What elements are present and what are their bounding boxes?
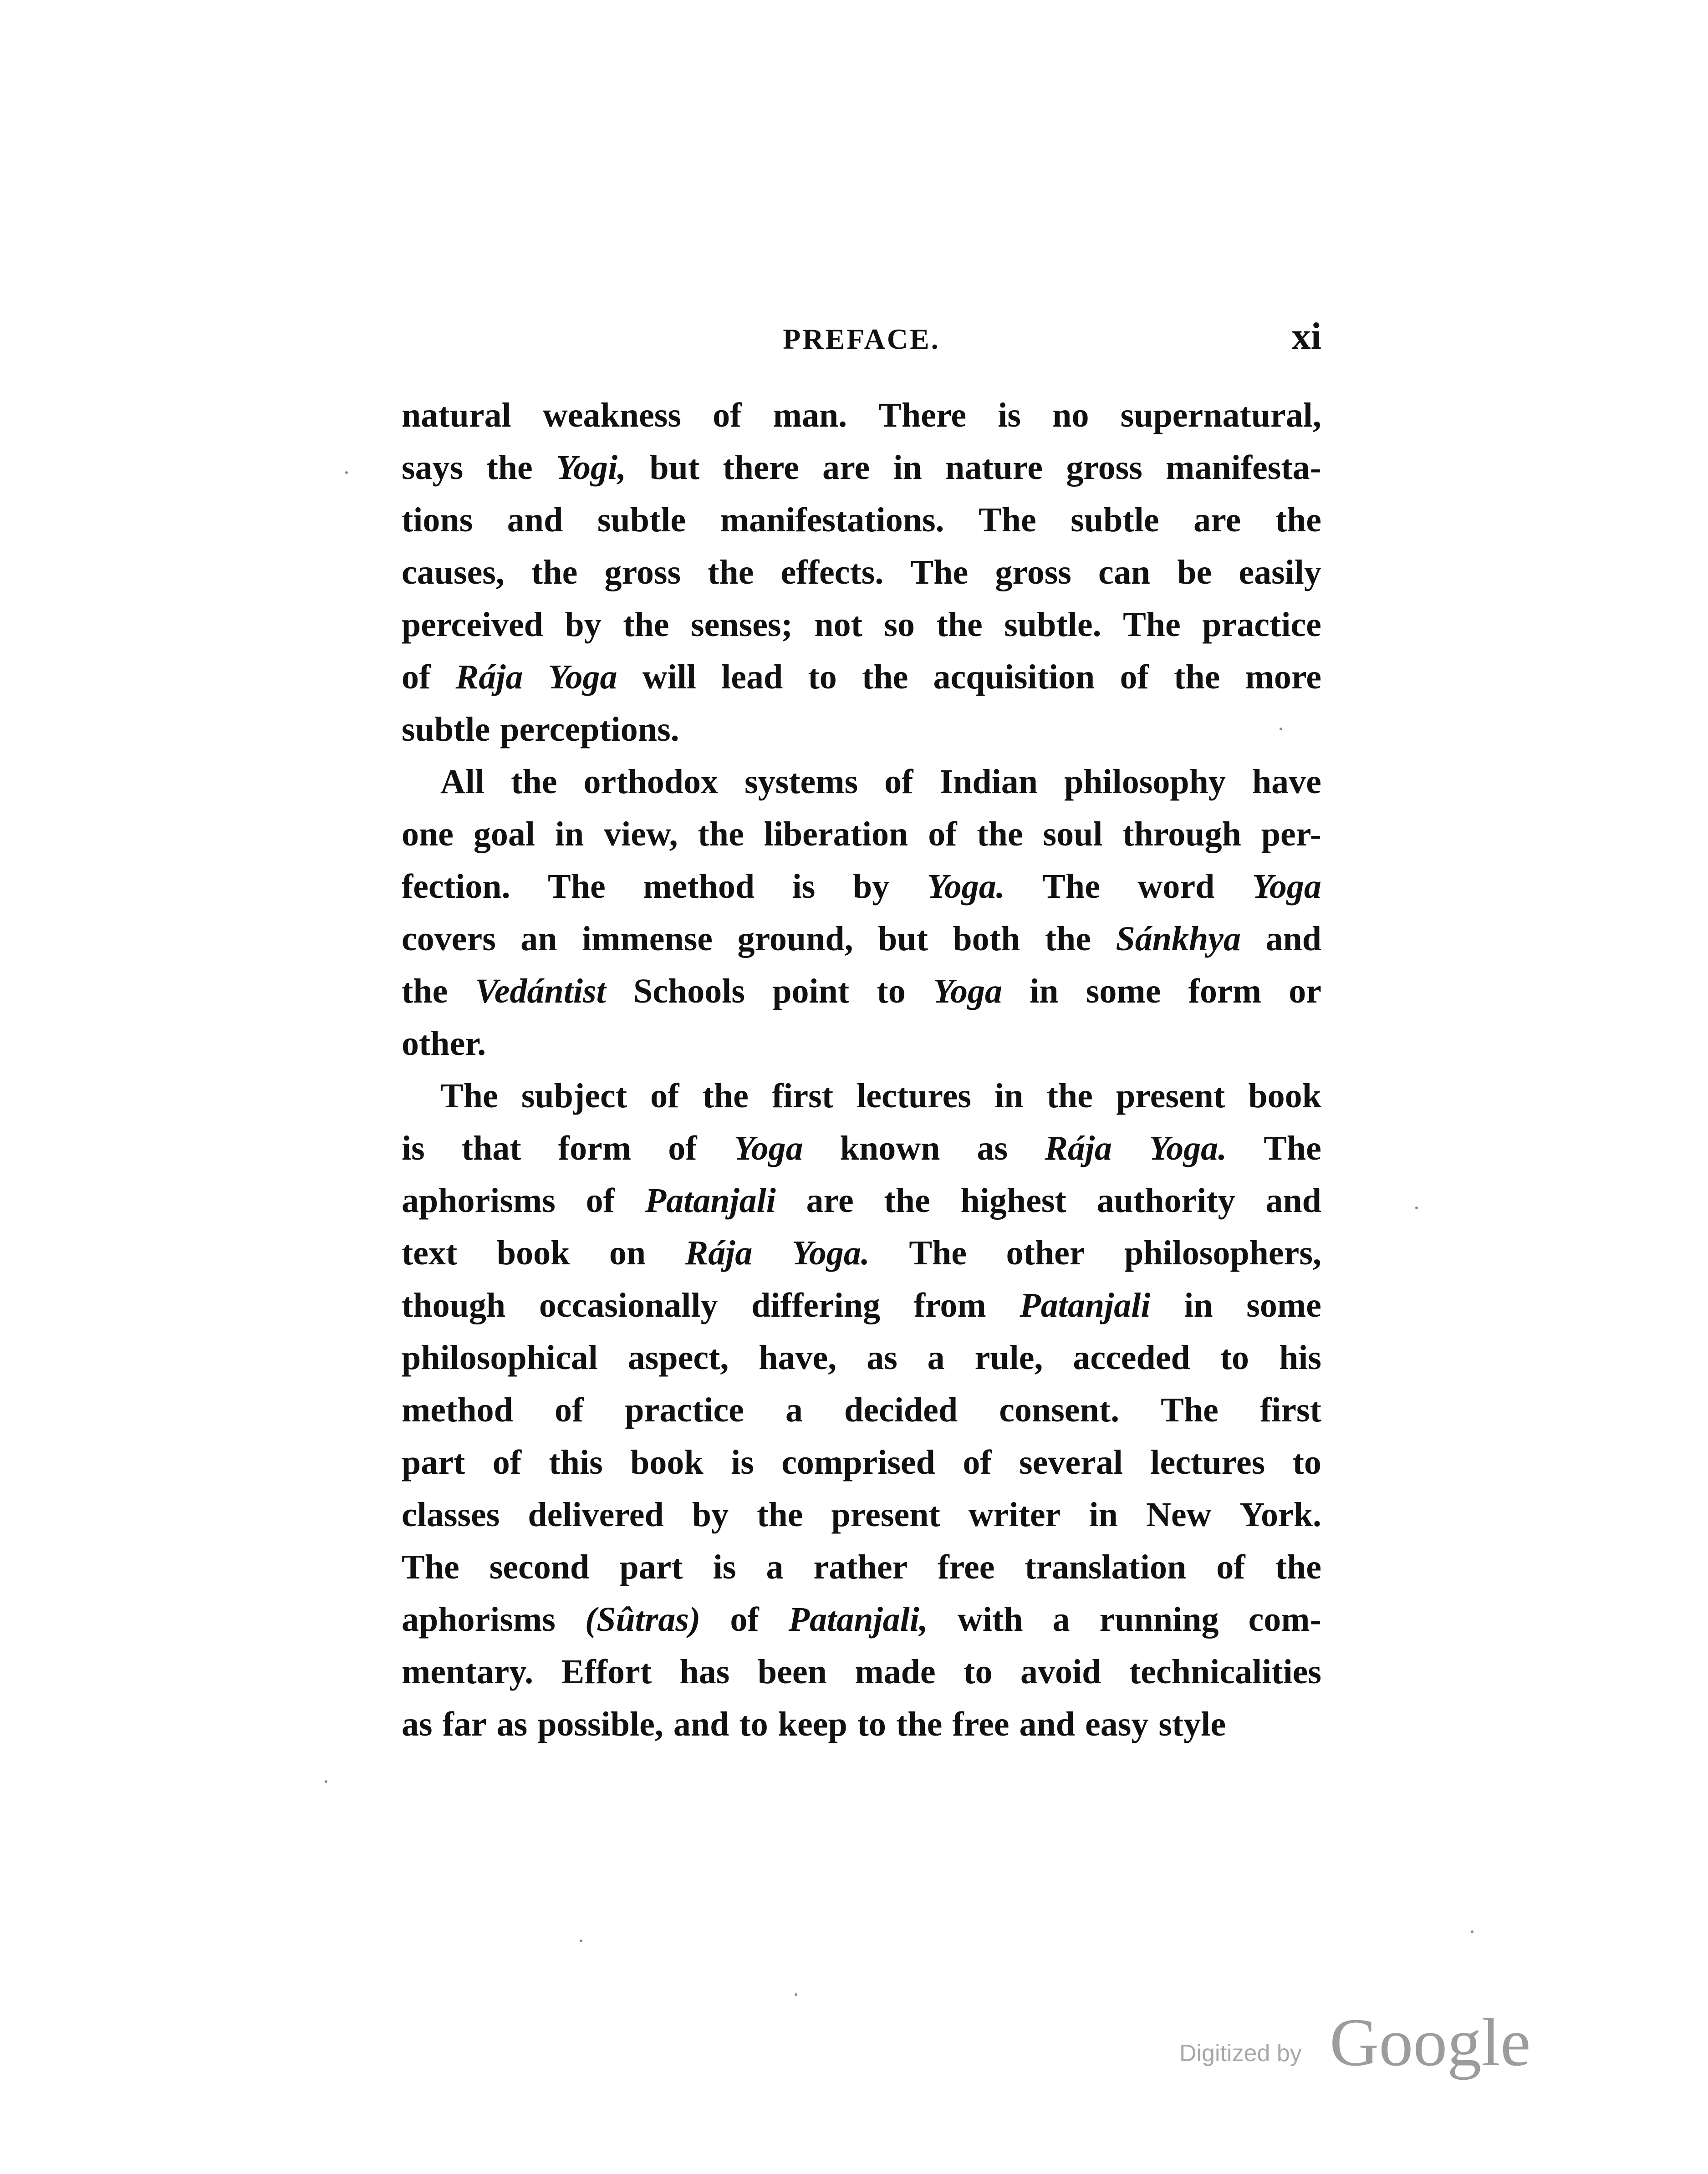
word: the [1275, 1548, 1321, 1586]
word: present [831, 1496, 940, 1534]
word: style [1158, 1705, 1226, 1743]
word: to [808, 658, 837, 696]
word: his [1279, 1339, 1321, 1377]
word: of [963, 1443, 992, 1482]
word: lectures [857, 1077, 971, 1115]
word: as [867, 1339, 897, 1377]
word: the [884, 1181, 930, 1220]
word: causes, [402, 553, 505, 591]
word: systems [744, 763, 858, 801]
text-line [402, 546, 1321, 599]
italic-word: (Sûtras) [585, 1600, 701, 1639]
word: consent. [999, 1391, 1120, 1429]
word: second [489, 1548, 590, 1586]
word: perceptions. [500, 710, 679, 748]
word: writer [968, 1496, 1061, 1534]
word: part [619, 1548, 683, 1586]
word: in [555, 815, 584, 853]
word: the [702, 1077, 749, 1115]
word: free [952, 1705, 1010, 1743]
word: The [440, 1077, 498, 1115]
word: and [507, 501, 563, 539]
word: the [623, 606, 669, 644]
word: The [1161, 1391, 1219, 1429]
word: ground, [737, 920, 853, 958]
body-text [402, 389, 1321, 1751]
word: practice [1202, 606, 1321, 644]
word: as [402, 1705, 433, 1743]
word: per- [1261, 815, 1321, 853]
word: manifesta- [1166, 448, 1321, 487]
word: possible, [537, 1705, 663, 1743]
word: of [402, 658, 431, 696]
word: in [893, 448, 922, 487]
word: gross [604, 553, 681, 591]
word: easily [1239, 553, 1321, 591]
text-line [402, 599, 1321, 651]
word: on [609, 1234, 646, 1272]
word: subtle [402, 710, 490, 748]
text-line [402, 442, 1321, 494]
word: the [977, 815, 1023, 853]
word: first [1259, 1391, 1321, 1429]
word: present [1116, 1077, 1225, 1115]
word: other [1006, 1234, 1085, 1272]
scan-speck [580, 1940, 582, 1942]
word: differing [751, 1286, 881, 1324]
digitized-by-google-watermark [1179, 2003, 1544, 2080]
word: as [496, 1705, 528, 1743]
word: the [896, 1705, 943, 1743]
word: and [1265, 920, 1321, 958]
word: first [771, 1077, 834, 1115]
italic-word: Patanjali, [788, 1600, 928, 1639]
text-line [402, 1070, 1321, 1122]
word: aspect, [627, 1339, 729, 1377]
word: book [1248, 1077, 1321, 1115]
word: view, [604, 815, 678, 853]
scan-speck [325, 1780, 327, 1783]
word: but [878, 920, 928, 958]
word: orthodox [583, 763, 719, 801]
word: philosophers, [1124, 1234, 1321, 1272]
word: that [461, 1129, 521, 1167]
word: Effort [561, 1653, 652, 1691]
word: the [698, 815, 744, 853]
word: of [730, 1600, 759, 1639]
word: is [792, 867, 816, 906]
word: goal [473, 815, 535, 853]
word: the [531, 553, 578, 591]
word: Indian [939, 763, 1038, 801]
text-line [402, 1541, 1321, 1594]
word: technicalities [1129, 1653, 1321, 1691]
italic-word: Yogi, [556, 448, 627, 487]
word: method [643, 867, 755, 906]
word: the [1174, 658, 1220, 696]
word: to [857, 1705, 887, 1743]
word: is [998, 396, 1021, 434]
word: there [723, 448, 799, 487]
word: no [1052, 396, 1089, 434]
paragraph [402, 389, 1321, 756]
word: tions [402, 501, 473, 539]
scan-speck [1471, 1930, 1473, 1933]
word: and [1265, 1181, 1321, 1220]
word: to [739, 1705, 768, 1743]
word: lectures [1150, 1443, 1265, 1482]
text-line [402, 1384, 1321, 1436]
word: a [1052, 1600, 1070, 1639]
word: has [679, 1653, 730, 1691]
scan-speck [795, 1993, 797, 1996]
italic-word: Yoga [933, 972, 1002, 1010]
italic-word: Patanjali [645, 1181, 776, 1220]
italic-word: Yoga. [1149, 1129, 1227, 1167]
word: senses; [691, 606, 793, 644]
word: subtle [597, 501, 686, 539]
word: acceded [1073, 1339, 1190, 1377]
text-line [402, 913, 1321, 965]
page-number: xi [1291, 315, 1321, 357]
word: York. [1239, 1496, 1321, 1534]
word: several [1019, 1443, 1123, 1482]
word: and [673, 1705, 729, 1743]
word: method [402, 1391, 513, 1429]
text-line [402, 1175, 1321, 1227]
text-line [402, 1436, 1321, 1489]
word: avoid [1020, 1653, 1101, 1691]
word: book [630, 1443, 704, 1482]
word: the [862, 658, 908, 696]
word: The [1123, 606, 1181, 644]
word: have [1252, 763, 1321, 801]
word: There [878, 396, 967, 434]
word: text [402, 1234, 458, 1272]
word: the [1046, 1077, 1093, 1115]
word: aphorisms [402, 1181, 556, 1220]
scan-speck [1280, 728, 1282, 730]
word: highest [960, 1181, 1066, 1220]
word: The [979, 501, 1036, 539]
word: weakness [542, 396, 681, 434]
word: The [1264, 1129, 1321, 1167]
word: book [496, 1234, 570, 1272]
word: fection. [402, 867, 510, 906]
word: and [1019, 1705, 1076, 1743]
paragraph [402, 756, 1321, 1070]
word: effects. [780, 553, 884, 591]
word: some [1246, 1286, 1321, 1324]
word: says [402, 448, 464, 487]
word: gross [1066, 448, 1142, 487]
word: the [486, 448, 533, 487]
word: of [668, 1129, 697, 1167]
word: made [855, 1653, 936, 1691]
italic-word: Yoga. [927, 867, 1005, 906]
text-line [402, 756, 1321, 808]
word: is [713, 1548, 736, 1586]
word: rule, [974, 1339, 1043, 1377]
text-line [402, 1332, 1321, 1384]
word: word [1137, 867, 1215, 906]
word: gross [995, 553, 1071, 591]
word: the [757, 1496, 803, 1534]
word: philosophy [1064, 763, 1226, 801]
word: aphorisms [402, 1600, 556, 1639]
text-line [402, 651, 1321, 703]
word: will [642, 658, 696, 696]
word: in [1030, 972, 1059, 1010]
word: classes [402, 1496, 500, 1534]
word: to [1220, 1339, 1249, 1377]
word: by [852, 867, 890, 906]
italic-word: Rája [685, 1234, 753, 1272]
word: delivered [528, 1496, 664, 1534]
word: an [520, 920, 557, 958]
text-line [402, 965, 1321, 1018]
paragraph [402, 1070, 1321, 1751]
italic-word: Patanjali [1020, 1286, 1151, 1324]
text-line [402, 1122, 1321, 1175]
word: some [1086, 972, 1161, 1010]
word: so [884, 606, 915, 644]
word: free [938, 1548, 995, 1586]
word: decided [844, 1391, 958, 1429]
word: a [766, 1548, 784, 1586]
word: one [402, 815, 454, 853]
word: the [708, 553, 754, 591]
word: other. [402, 1024, 486, 1063]
word: through [1122, 815, 1241, 853]
text-line [402, 494, 1321, 546]
italic-word: Sánkhya [1116, 920, 1241, 958]
word: nature [945, 448, 1043, 487]
word: have, [759, 1339, 837, 1377]
word: by [692, 1496, 729, 1534]
page-header [402, 314, 1321, 369]
word: soul [1043, 815, 1103, 853]
word: rather [813, 1548, 908, 1586]
word: the [511, 763, 557, 801]
watermark-small-text: Digitized by [1179, 2040, 1302, 2067]
word: form [1188, 972, 1262, 1010]
italic-word: Yoga [548, 658, 617, 696]
word: this [549, 1443, 603, 1482]
word: a [927, 1339, 945, 1377]
word: are [822, 448, 870, 487]
text-line [402, 703, 1321, 756]
word: known [840, 1129, 940, 1167]
text-line [402, 1227, 1321, 1279]
word: in [1184, 1286, 1213, 1324]
text-line [402, 389, 1321, 442]
word: authority [1096, 1181, 1235, 1220]
word: of [492, 1443, 522, 1482]
word: been [757, 1653, 827, 1691]
word: to [877, 972, 906, 1010]
word: though [402, 1286, 506, 1324]
word: the [1275, 501, 1321, 539]
word: is [402, 1129, 425, 1167]
word: immense [581, 920, 713, 958]
word: form [558, 1129, 632, 1167]
word: man. [773, 396, 847, 434]
word: of [884, 763, 913, 801]
word: easy [1085, 1705, 1149, 1743]
word: manifestations. [720, 501, 944, 539]
word: supernatural, [1120, 396, 1321, 434]
text-line [402, 860, 1321, 913]
word: keep [778, 1705, 847, 1743]
word: of [928, 815, 957, 853]
italic-word: Yoga [1252, 867, 1321, 906]
word: or [1289, 972, 1321, 1010]
word: New [1146, 1496, 1212, 1534]
word: are [806, 1181, 854, 1220]
word: All [440, 763, 485, 801]
word: Schools [633, 972, 745, 1010]
word: comprised [781, 1443, 935, 1482]
text-line [402, 1698, 1321, 1751]
word: of [554, 1391, 584, 1429]
word: of [650, 1077, 679, 1115]
running-head: PREFACE. [783, 323, 940, 355]
scan-speck [345, 471, 348, 474]
word: covers [402, 920, 496, 958]
word: occasionally [539, 1286, 718, 1324]
italic-word: Vedántist [475, 972, 606, 1010]
word: to [1292, 1443, 1321, 1482]
word: mentary. [402, 1653, 534, 1691]
word: point [772, 972, 850, 1010]
word: but [649, 448, 700, 487]
word: subtle [1071, 501, 1159, 539]
word: with [957, 1600, 1023, 1639]
word: by [565, 606, 602, 644]
word: translation [1025, 1548, 1187, 1586]
word: natural [402, 396, 511, 434]
word: in [994, 1077, 1024, 1115]
word: of [713, 396, 742, 434]
italic-word: Yoga. [791, 1234, 870, 1272]
word: philosophical [402, 1339, 598, 1377]
word: of [1216, 1548, 1245, 1586]
word: a [785, 1391, 803, 1429]
word: the [936, 606, 983, 644]
italic-word: Rája [1045, 1129, 1112, 1167]
word: as [977, 1129, 1008, 1167]
word: running [1099, 1600, 1219, 1639]
watermark-logo-text: Google [1330, 2005, 1531, 2080]
scan-speck [1415, 1207, 1418, 1209]
word: subtle. [1004, 606, 1101, 644]
word: in [1089, 1496, 1118, 1534]
word: not [814, 606, 862, 644]
italic-word: Yoga [734, 1129, 803, 1167]
word: more [1245, 658, 1321, 696]
word: of [1120, 658, 1149, 696]
word: of [586, 1181, 615, 1220]
text-line [402, 808, 1321, 860]
word: acquisition [933, 658, 1095, 696]
text-line [402, 1489, 1321, 1541]
word: are [1193, 501, 1241, 539]
word: The [910, 553, 969, 591]
word: far [442, 1705, 487, 1743]
word: lead [721, 658, 783, 696]
word: to [964, 1653, 993, 1691]
word: perceived [402, 606, 543, 644]
word: the [402, 972, 448, 1010]
word: be [1177, 553, 1212, 591]
word: The [548, 867, 606, 906]
word: The [402, 1548, 459, 1586]
italic-word: Rája [455, 658, 523, 696]
word: from [913, 1286, 986, 1324]
word: practice [625, 1391, 744, 1429]
word: part [402, 1443, 465, 1482]
word: the [1045, 920, 1091, 958]
word: The [1042, 867, 1100, 906]
word: is [731, 1443, 754, 1482]
word: liberation [764, 815, 908, 853]
word: com- [1248, 1600, 1321, 1639]
text-line [402, 1279, 1321, 1332]
text-line [402, 1646, 1321, 1698]
word: both [953, 920, 1020, 958]
text-line [402, 1594, 1321, 1646]
text-line [402, 1018, 1321, 1070]
word: subject [521, 1077, 627, 1115]
word: can [1098, 553, 1151, 591]
word: The [909, 1234, 967, 1272]
